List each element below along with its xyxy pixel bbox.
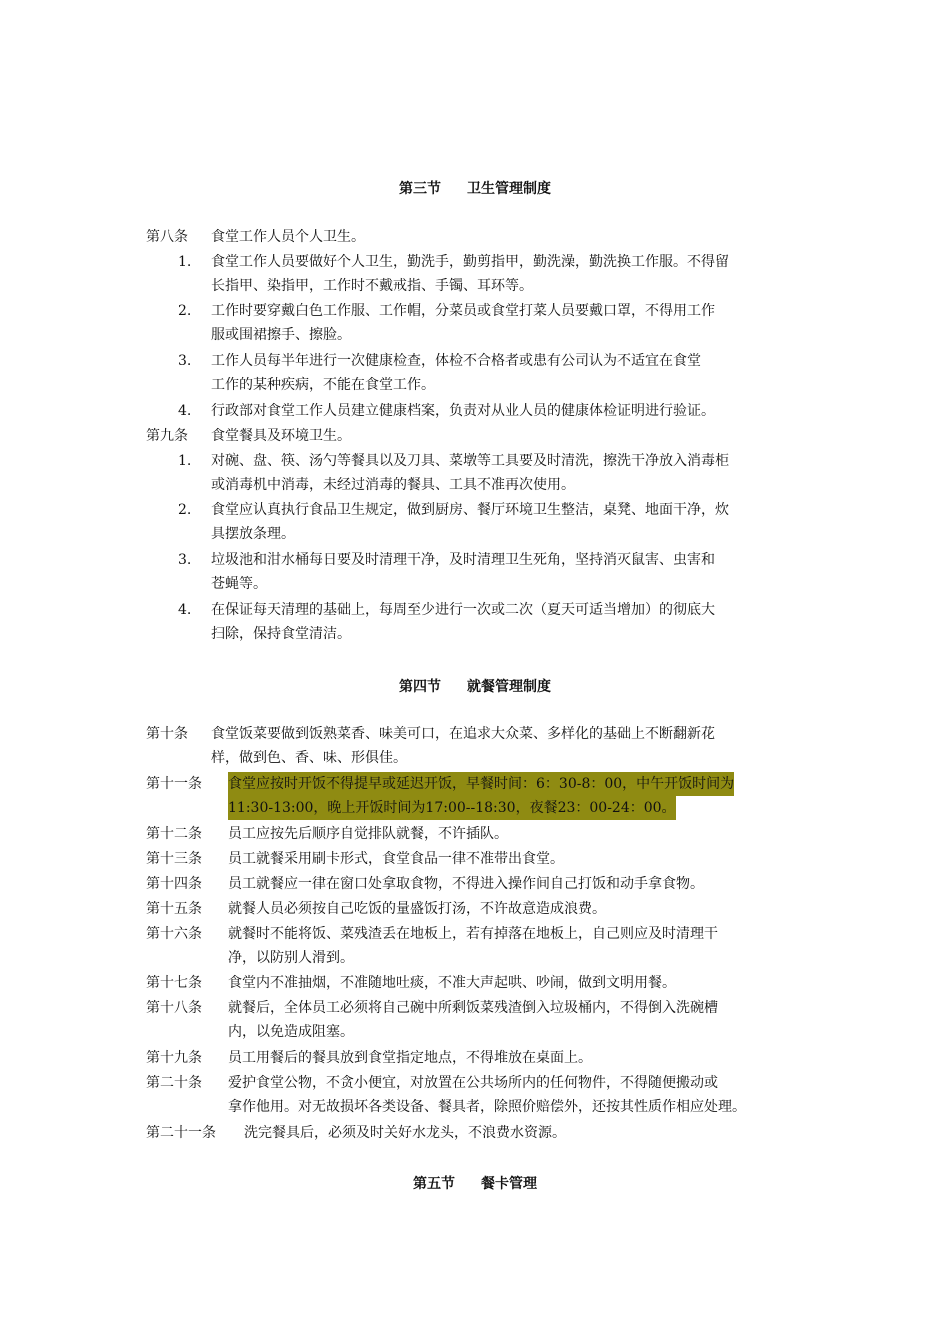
article-19-label: 第十九条 [146, 1050, 202, 1066]
article-17-label: 第十七条 [146, 975, 202, 991]
article-9-text: 食堂餐具及环境卫生。 [211, 428, 351, 444]
art8-item-2-line-2: 服或围裙擦手、擦脸。 [211, 327, 351, 343]
article-20-line-1: 爱护食堂公物，不贪小便宜，对放置在公共场所内的任何物件，不得随便搬动或 [228, 1075, 718, 1091]
article-14-line-1: 员工就餐应一律在窗口处拿取食物，不得进入操作间自己打饭和动手拿食物。 [228, 876, 704, 892]
article-20-line-2: 拿作他用。对无故损坏各类设备、餐具者，除照价赔偿外，还按其性质作相应处理。 [228, 1099, 746, 1115]
section-5-name: 餐卡管理 [481, 1176, 537, 1192]
art9-item-4-num: 4. [178, 602, 192, 618]
art8-item-2-num: 2. [178, 303, 192, 319]
art9-item-1-num: 1. [178, 453, 192, 469]
section-5-number: 第五节 [413, 1176, 455, 1192]
article-21-label: 第二十一条 [146, 1125, 216, 1141]
article-12-line-1: 员工应按先后顺序自觉排队就餐，不许插队。 [228, 826, 508, 842]
art8-item-1-num: 1. [178, 254, 192, 270]
article-8-text: 食堂工作人员个人卫生。 [211, 229, 365, 245]
article-13-label: 第十三条 [146, 851, 202, 867]
section-3-title [0, 178, 950, 198]
article-18-label: 第十八条 [146, 1000, 202, 1016]
article-16-line-1: 就餐时不能将饭、菜残渣丢在地板上，若有掉落在地板上，自己则应及时清理干 [228, 926, 718, 942]
art9-item-3-line-1: 垃圾池和泔水桶每日要及时清理干净，及时清理卫生死角，坚持消灭鼠害、虫害和 [211, 552, 715, 568]
article-17-line-1: 食堂内不准抽烟，不准随地吐痰，不准大声起哄、吵闹，做到文明用餐。 [228, 975, 676, 991]
article-8-label: 第八条 [146, 229, 188, 245]
art9-item-2-num: 2. [178, 502, 192, 518]
art9-item-3-num: 3. [178, 552, 192, 568]
section-5-title [0, 1173, 950, 1193]
article-11-line-1-highlighted: 食堂应按时开饭不得提早或延迟开饭，早餐时间：6：30-8：00，中午开饭时间为 [228, 772, 734, 796]
art9-item-1-line-2: 或消毒机中消毒，未经过消毒的餐具、工具不准再次使用。 [211, 477, 575, 493]
art9-item-2-line-1: 食堂应认真执行食品卫生规定，做到厨房、餐厅环境卫生整洁，桌凳、地面干净，炊 [211, 502, 729, 518]
article-19-line-1: 员工用餐后的餐具放到食堂指定地点，不得堆放在桌面上。 [228, 1050, 592, 1066]
art8-item-3-line-1: 工作人员每半年进行一次健康检查，体检不合格者或患有公司认为不适宜在食堂 [211, 353, 701, 369]
art8-item-4-line-1: 行政部对食堂工作人员建立健康档案，负责对从业人员的健康体检证明进行验证。 [211, 403, 715, 419]
article-20-label: 第二十条 [146, 1075, 202, 1091]
article-16-label: 第十六条 [146, 926, 202, 942]
section-4-number: 第四节 [399, 679, 441, 695]
art9-item-1-line-1: 对碗、盘、筷、汤勺等餐具以及刀具、菜墩等工具要及时清洗，擦洗干净放入消毒柜 [211, 453, 729, 469]
article-15-label: 第十五条 [146, 901, 202, 917]
article-10-label: 第十条 [146, 726, 188, 742]
article-10-line-2: 样，做到色、香、味、形俱佳。 [211, 750, 407, 766]
section-3-name: 卫生管理制度 [467, 181, 551, 197]
article-18-line-1: 就餐后，全体员工必须将自己碗中所剩饭菜残渣倒入垃圾桶内，不得倒入洗碗槽 [228, 1000, 718, 1016]
article-11-label: 第十一条 [146, 776, 202, 792]
art8-item-2-line-1: 工作时要穿戴白色工作服、工作帽，分菜员或食堂打菜人员要戴口罩，不得用工作 [211, 303, 715, 319]
article-11-line-2-highlighted: 11:30-13:00，晚上开饭时间为17:00--18:30，夜餐23：00-24：00。 [228, 796, 676, 820]
art9-item-4-line-1: 在保证每天清理的基础上，每周至少进行一次或二次（夏天可适当增加）的彻底大 [211, 602, 715, 618]
article-16-line-2: 净，以防别人滑到。 [228, 950, 354, 966]
art8-item-1-line-1: 食堂工作人员要做好个人卫生，勤洗手，勤剪指甲，勤洗澡，勤洗换工作服。不得留 [211, 254, 729, 270]
section-4-name: 就餐管理制度 [467, 679, 551, 695]
article-9-label: 第九条 [146, 428, 188, 444]
article-10-line-1: 食堂饭菜要做到饭熟菜香、味美可口，在追求大众菜、多样化的基础上不断翻新花 [211, 726, 715, 742]
article-13-line-1: 员工就餐采用刷卡形式，食堂食品一律不准带出食堂。 [228, 851, 564, 867]
art9-item-4-line-2: 扫除，保持食堂清洁。 [211, 626, 351, 642]
article-18-line-2: 内，以免造成阻塞。 [228, 1024, 354, 1040]
article-14-label: 第十四条 [146, 876, 202, 892]
art8-item-4-num: 4. [178, 403, 192, 419]
article-21-line-1: 洗完餐具后，必须及时关好水龙头，不浪费水资源。 [244, 1125, 566, 1141]
article-12-label: 第十二条 [146, 826, 202, 842]
art8-item-3-num: 3. [178, 353, 192, 369]
article-15-line-1: 就餐人员必须按自己吃饭的量盛饭打汤，不许故意造成浪费。 [228, 901, 606, 917]
section-4-title [0, 676, 950, 696]
art8-item-1-line-2: 长指甲、染指甲，工作时不戴戒指、手镯、耳环等。 [211, 278, 533, 294]
art8-item-3-line-2: 工作的某种疾病，不能在食堂工作。 [211, 377, 435, 393]
section-3-number: 第三节 [399, 181, 441, 197]
art9-item-2-line-2: 具摆放条理。 [211, 526, 295, 542]
art9-item-3-line-2: 苍蝇等。 [211, 576, 267, 592]
